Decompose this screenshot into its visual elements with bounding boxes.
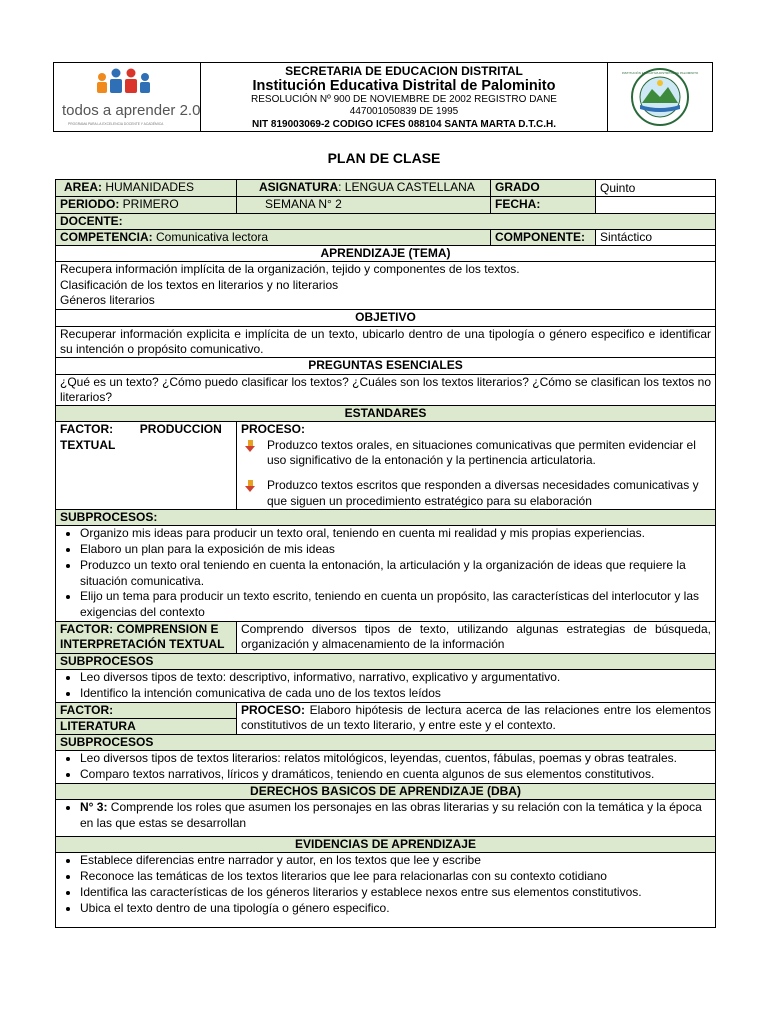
fecha-value xyxy=(596,197,716,213)
logo-text: todos a aprender 2.0 xyxy=(62,102,200,119)
objetivo-text: Recuperar información explicita e implícita de un texto, ubicarlo dentro de una tipología o género especifico e identificar su intención o propósito comunicativo. xyxy=(56,326,716,358)
list-item: • Ubica el texto dentro de una tipología o género especifico. xyxy=(80,901,711,917)
proceso-label: PROCESO: xyxy=(241,422,306,437)
aprendizaje-heading: APRENDIZAJE (TEMA) xyxy=(56,246,716,262)
area-cell: AREA: HUMANIDADES xyxy=(56,180,237,197)
docente-row xyxy=(56,213,716,229)
dba-content xyxy=(56,800,716,837)
grado-label: GRADO xyxy=(491,180,596,197)
aprendizaje-content xyxy=(56,262,716,310)
dba-item: • N° 3: Comprende los roles que asumen los personajes en las obras literarias y su relación con la temática y la época en las que estas se desarrollan xyxy=(80,800,711,832)
factor-literatura-text: PROCESO: Elaboro hipótesis de lectura acerca de las relaciones entre los elementos constitutivos de un texto literario, y entre este y el contexto. xyxy=(237,702,716,735)
list-item: • Establece diferencias entre narrador y autor, en los textos que lee y escribe xyxy=(80,853,711,869)
list-item: • Produzco un texto oral teniendo en cuenta la entonación, la articulación y la organización de ideas que requiere la situación comunicativa. xyxy=(80,558,711,590)
semana-cell: SEMANA N° 2 xyxy=(237,197,491,213)
page-title: PLAN DE CLASE xyxy=(327,150,441,166)
proceso-cell xyxy=(237,422,716,509)
institution-info xyxy=(201,63,608,131)
list-item: • Identifico la intención comunicativa de cada uno de los textos leídos xyxy=(80,686,711,702)
fecha-label: FECHA: xyxy=(491,197,596,213)
estandares-heading: ESTANDARES xyxy=(56,406,716,422)
factor-comprension-label: FACTOR: COMPRENSION E INTERPRETACIÓN TEXTUAL xyxy=(56,622,237,654)
preguntas-heading: PREGUNTAS ESENCIALES xyxy=(56,358,716,374)
arrow-down-bullet-icon xyxy=(245,440,257,452)
competencia-row xyxy=(56,229,716,245)
svg-text:INSTITUCIÓN EDUCATIVA DISTRITA: INSTITUCIÓN EDUCATIVA DISTRITAL DE PALOMINITO xyxy=(621,71,699,75)
list-item: • Reconoce las temáticas de los textos literarios que lee para relacionarlas con su contexto cotidiano xyxy=(80,869,711,885)
institution-seal xyxy=(608,63,712,131)
institution-name: Institución Educativa Distrital de Palominito xyxy=(252,78,556,94)
grado-value: Quinto xyxy=(596,180,716,197)
arrow-down-bullet-icon xyxy=(245,480,257,492)
svg-text:PROGRAMA PARA LA EXCELENCIA DO: PROGRAMA PARA LA EXCELENCIA DOCENTE Y ACADÉMICA xyxy=(68,122,164,126)
evidencias-heading: EVIDENCIAS DE APRENDIZAJE xyxy=(56,836,716,852)
subprocesos-list xyxy=(56,526,716,622)
factor-produccion-row xyxy=(56,422,716,509)
dba-heading: DERECHOS BASICOS DE APRENDIZAJE (DBA) xyxy=(56,783,716,799)
dane-line: 447001050839 DE 1995 xyxy=(349,106,459,117)
aprendizaje-line: Géneros literarios xyxy=(60,293,155,308)
area-row xyxy=(56,180,716,197)
proceso-item: Produzco textos escritos que responden a diversas necesidades comunicativas y que siguen un procedimiento estratégico para su elaboración xyxy=(245,478,711,509)
list-item: • Comparo textos narrativos, líricos y dramáticos, teniendo en cuenta algunos de sus elementos constitutivos. xyxy=(80,767,711,783)
preguntas-text: ¿Qué es un texto? ¿Cómo puedo clasificar los textos? ¿Cuáles son los textos literarios? ¿Cómo se clasifican los textos no literarios? xyxy=(56,374,716,406)
list-item: • Identifica las características de los géneros literarios y establece nexos entre sus elementos constitutivos. xyxy=(80,885,711,901)
list-item: • Leo diversos tipos de textos literarios: relatos mitológicos, leyendas, cuentos, fábulas, poemas y obras teatrales. xyxy=(80,751,711,767)
aprendizaje-line: Recupera información implícita de la organización, tejido y componentes de los textos. xyxy=(60,262,520,277)
subprocesos-list xyxy=(56,751,716,784)
factor-literatura-row xyxy=(56,702,716,735)
todos-a-aprender-logo xyxy=(54,63,201,131)
factor-literatura-label: FACTOR: LITERATURA xyxy=(56,702,237,735)
subprocesos-list xyxy=(56,669,716,702)
competencia-cell: COMPETENCIA: Comunicativa lectora xyxy=(56,229,491,245)
factor-comprension-text: Comprendo diversos tipos de texto, utilizando algunas estrategias de búsqueda, organización y almacenamiento de la información xyxy=(237,622,716,654)
list-item: • Elaboro un plan para la exposición de mis ideas xyxy=(80,542,711,558)
componente-value: Sintáctico xyxy=(596,229,716,245)
aprendizaje-line: Clasificación de los textos en literarios y no literarios xyxy=(60,277,339,292)
logo-figures-icon xyxy=(54,63,200,131)
list-item: • Organizo mis ideas para producir un texto oral, teniendo en cuenta mi realidad y mis propias experiencias. xyxy=(80,526,711,542)
periodo-row xyxy=(56,197,716,213)
subprocesos-label: SUBPROCESOS: xyxy=(56,509,716,525)
seal-icon xyxy=(608,63,712,131)
factor-comprension-row xyxy=(56,622,716,654)
document-header xyxy=(53,62,713,132)
componente-label: COMPONENTE: xyxy=(491,229,596,245)
secretaria-line: SECRETARIA DE EDUCACION DISTRITAL xyxy=(285,64,523,78)
docente-label: DOCENTE: xyxy=(56,213,716,229)
periodo-cell: PERIODO: PRIMERO xyxy=(56,197,237,213)
list-item: • Elijo un tema para producir un texto escrito, teniendo en cuenta un propósito, las características del interlocutor y las exigencias del contexto xyxy=(80,589,711,621)
proceso-item: Produzco textos orales, en situaciones comunicativas que permiten evidenciar el uso significativo de la entonación y la pertinencia articulatoria. xyxy=(245,438,711,469)
resolution-line: RESOLUCIÓN Nº 900 DE NOVIEMBRE DE 2002 REGISTRO DANE xyxy=(251,94,557,105)
subprocesos-label: SUBPROCESOS xyxy=(56,735,716,751)
evidencias-list xyxy=(56,853,716,928)
list-item: • Leo diversos tipos de texto: descriptivo, informativo, narrativo, explicativo y argumentativo. xyxy=(80,670,711,686)
objetivo-heading: OBJETIVO xyxy=(56,310,716,326)
asignatura-cell: ASIGNATURA: LENGUA CASTELLANA xyxy=(237,180,491,197)
factor-produccion-label: FACTOR: PRODUCCION TEXTUAL xyxy=(56,422,237,509)
nit-line: NIT 819003069-2 CODIGO ICFES 088104 SANTA MARTA D.T.C.H. xyxy=(252,119,556,130)
subprocesos-label: SUBPROCESOS xyxy=(56,653,716,669)
lesson-plan-table xyxy=(55,179,716,928)
